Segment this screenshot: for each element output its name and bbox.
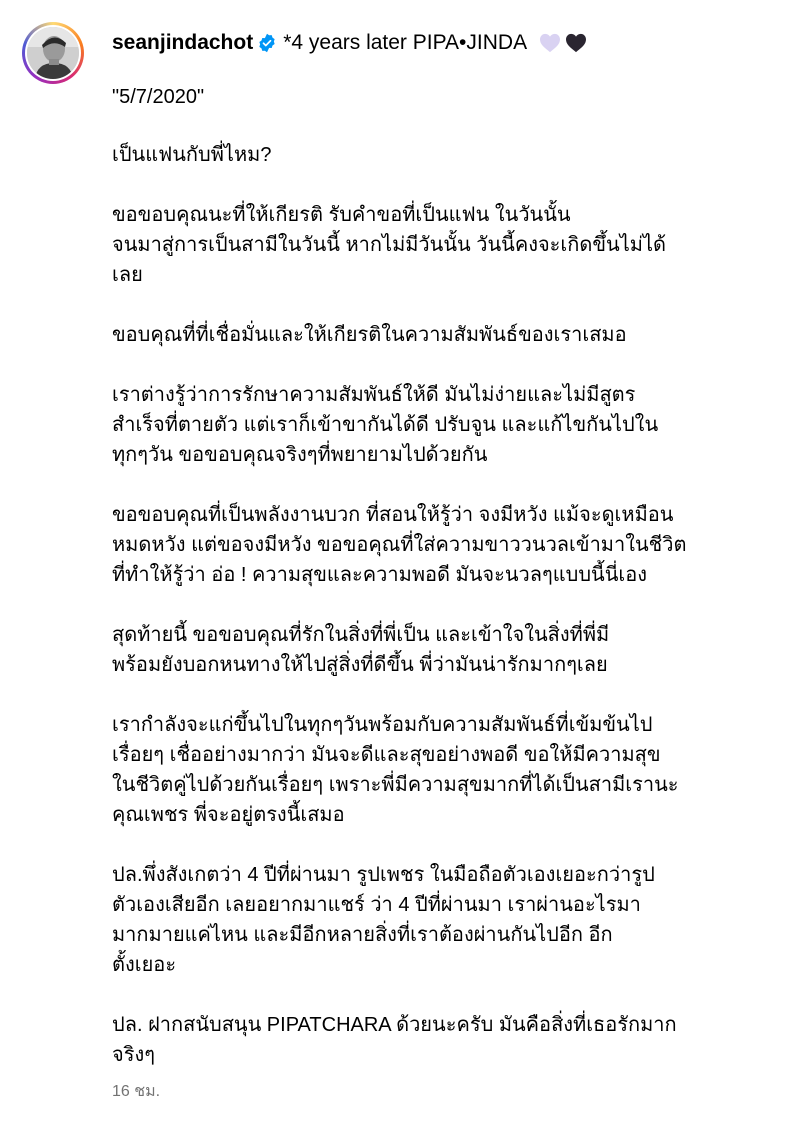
avatar-story-ring[interactable] (22, 22, 84, 84)
caption-paragraph: เรากำลังจะแก่ขึ้นไปในทุกๆวันพร้อมกับความสัมพันธ์ที่เข้มข้นไป เรื่อยๆ เชื่ออย่างมากว่า มันจะดีและสุขอย่างพอดี ขอให้มีความสุข ในชีวิตคู่ไปด้วยกันเรื่อยๆ เพราะพี่มีความสุขมากที่ได้เป็นสามีเรานะ คุณเพชร พี่จะอยู่ตรงนี้เสมอ (112, 714, 679, 826)
caption-title: *4 years later PIPA•JINDA (283, 31, 528, 54)
avatar-gap (25, 25, 81, 81)
caption-paragraph: ขอขอบคุณที่เป็นพลังงานบวก ที่สอนให้รู้ว่า จงมีหวัง แม้จะดูเหมือน หมดหวัง แต่ขอจงมีหวัง ขอขอคุณที่ใส่ความขาววนวลเข้ามาในชีวิต ที่ทำให้รู้ว่า อ่อ ! ความสุขและความพอดี มันจะนวลๆแบบนี้นี่เอง (112, 504, 687, 586)
caption-header (112, 26, 772, 60)
caption-paragraph: สุดท้ายนี้ ขอขอบคุณที่รักในสิ่งที่พี่เป็น และเข้าใจในสิ่งที่พี่มี พร้อมยังบอกหนทางให้ไปสู่สิ่งที่ดีขึ้น พี่ว่ามันน่ารักมากๆเลย (112, 624, 610, 676)
avatar[interactable] (27, 27, 79, 79)
verified-badge-icon (257, 33, 277, 53)
caption-paragraph: ปล. ฝากสนับสนุน PIPATCHARA ด้วยนะครับ มันคือสิ่งที่เธอรักมาก จริงๆ (112, 1014, 677, 1066)
caption-paragraph: ปล.พึ่งสังเกตว่า 4 ปีที่ผ่านมา รูปเพชร ในมือถือตัวเองเยอะกว่ารูป ตัวเองเสียอีก เลยอยากมาแชร์ ว่า 4 ปีที่ผ่านมา เราผ่านอะไรมา มากมายแค่ไหน และมีอีกหลายสิ่งที่เราต้องผ่านกันไปอีก อีก ตั้งเยอะ (112, 864, 655, 976)
caption-paragraph-date: "5/7/2020" (112, 86, 205, 108)
light-purple-heart-icon (539, 33, 561, 53)
caption-paragraph: ขอขอบคุณนะที่ให้เกียรติ รับคำขอที่เป็นแฟน ในวันนั้น จนมาสู่การเป็นสามีในวันนี้ หากไม่มีวันนั้น วันนี้คงจะเกิดขึ้นไม่ได้ เลย (112, 204, 666, 286)
post-timestamp[interactable]: 16 ชม. (112, 1083, 161, 1100)
profile-avatar-icon (27, 27, 79, 79)
username-link[interactable]: seanjindachot (112, 31, 254, 54)
caption-paragraph: ขอบคุณที่ที่เชื่อมั่นและให้เกียรติในความสัมพันธ์ของเราเสมอ (112, 324, 627, 346)
caption-content (112, 26, 772, 1102)
caption-paragraph: เป็นแฟนกับพี่ไหม? (112, 144, 272, 166)
black-heart-icon (565, 33, 587, 53)
caption-paragraph: เราต่างรู้ว่าการรักษาความสัมพันธ์ให้ดี มันไม่ง่ายและไม่มีสูตร สำเร็จที่ตายตัว แต่เราก็เข้าขากันได้ดี ปรับจูน และแก้ไขกันไปใน ทุกๆวัน ขอขอบคุณจริงๆที่พยายามไปด้วยกัน (112, 384, 659, 466)
